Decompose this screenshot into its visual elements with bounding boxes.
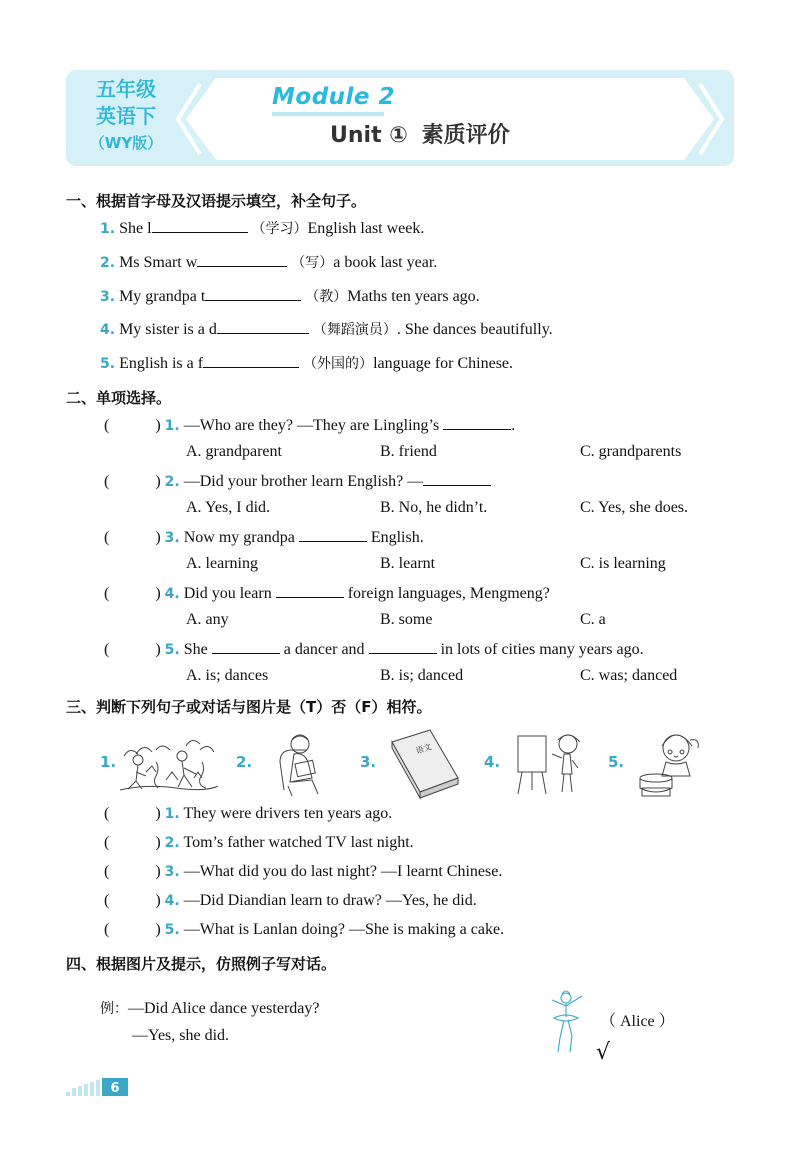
paren-close: ) — [155, 473, 161, 490]
section2-title: 二、单项选择。 — [66, 389, 172, 407]
statement-text: They were drivers ten years ago. — [183, 805, 393, 822]
paren-close: ) — [155, 529, 161, 546]
paren-open: ( — [104, 641, 110, 658]
s2-option-4b: B. some — [380, 611, 433, 628]
s2-option-3c: C. is learning — [580, 555, 666, 572]
paren-open: ( — [104, 529, 110, 546]
example-label: 例： — [100, 1001, 128, 1017]
answer-blank[interactable] — [203, 353, 299, 368]
question-text: Did you learn — [183, 585, 272, 602]
s3-item-5 — [104, 921, 504, 939]
paren-open: ( — [104, 417, 110, 434]
item-number: 5. — [100, 356, 116, 372]
edition: （WY版） — [89, 134, 163, 152]
item-number: 1. — [164, 806, 180, 822]
statement-text: —Did Diandian learn to draw? —Yes, he did. — [183, 892, 477, 909]
item-number: 3. — [164, 530, 180, 546]
item-number: 5. — [164, 642, 180, 658]
sentence-end: Maths ten years ago. — [347, 288, 480, 305]
picture-label-3: 3. — [360, 753, 377, 771]
sentence-end: a book last year. — [333, 254, 438, 271]
item-number: 4. — [100, 322, 116, 338]
s2-option-2b: B. No, he didn’t. — [380, 499, 488, 516]
sentence-start: English is a f — [119, 355, 204, 372]
paren-close: ) — [155, 417, 161, 434]
answer-blank — [276, 583, 344, 598]
sentence-start: My grandpa t — [119, 288, 206, 305]
paren-open: ( — [104, 863, 110, 880]
example-question-text: —Did Alice dance yesterday? — [128, 1000, 320, 1017]
chinese-book-illustration — [384, 728, 462, 798]
s2-option-2a: A. Yes, I did. — [186, 499, 271, 516]
s2-option-3b: B. learnt — [380, 555, 436, 572]
checkmark: √ — [596, 1040, 611, 1065]
answer-blank — [423, 471, 491, 486]
paren-close: ) — [155, 863, 161, 880]
s3-item-3 — [104, 863, 502, 881]
paren-close: ) — [155, 585, 161, 602]
answer-blank — [299, 527, 367, 542]
s1-item-4 — [100, 319, 553, 339]
man-reading-illustration — [266, 728, 330, 798]
sentence-end: . She dances beautifully. — [396, 321, 553, 338]
question-text-end: English. — [370, 529, 424, 546]
answer-blank[interactable] — [152, 218, 248, 233]
name-hint: （ Alice ） — [600, 1013, 675, 1030]
picture-label-5: 5. — [608, 753, 625, 771]
item-number: 4. — [164, 893, 180, 909]
paren-open: ( — [104, 921, 110, 938]
section4-title: 四、根据图片及提示，仿照例子写对话。 — [66, 955, 337, 973]
s1-item-5 — [100, 353, 513, 373]
paren-close: ) — [155, 892, 161, 909]
paren-open: ( — [104, 585, 110, 602]
s1-item-1 — [100, 218, 424, 238]
item-number: 1. — [100, 221, 116, 237]
ballerina-illustration — [544, 988, 596, 1060]
question-text-mid: a dancer and — [283, 641, 365, 658]
chinese-hint: （舞蹈演员） — [312, 322, 397, 338]
question-text-end: foreign languages, Mengmeng? — [347, 585, 550, 602]
item-number: 5. — [164, 922, 180, 938]
paren-open: ( — [104, 473, 110, 490]
s1-item-2 — [100, 252, 437, 272]
chinese-hint: （外国的） — [303, 356, 374, 372]
book-title: 语文 — [414, 742, 433, 756]
module-underline — [272, 112, 384, 116]
boy-drawing-illustration — [514, 728, 586, 798]
paren-open: ( — [104, 834, 110, 851]
unit-title — [330, 118, 510, 149]
picture-label-1: 1. — [100, 753, 117, 771]
section3-title: 三、判断下列句子或对话与图片是（T）否（F）相符。 — [66, 698, 432, 716]
paren-close: ) — [155, 834, 161, 851]
item-number: 1. — [164, 418, 180, 434]
unit-number: ① — [389, 123, 408, 148]
s2-option-1c: C. grandparents — [580, 443, 682, 460]
module-title: Module 2 — [272, 84, 396, 110]
unit-prefix: Unit — [330, 123, 382, 148]
item-number: 4. — [164, 586, 180, 602]
paren-open: ( — [104, 805, 110, 822]
picture-label-4: 4. — [484, 753, 501, 771]
sentence-end: English last week. — [307, 220, 425, 237]
answer-blank[interactable] — [205, 286, 301, 301]
item-number: 2. — [164, 474, 180, 490]
s2-option-5b: B. is; danced — [380, 667, 464, 684]
s2-option-4a: A. any — [186, 611, 229, 628]
s1-item-3 — [100, 286, 480, 306]
question-text: She — [183, 641, 208, 658]
question-text: Now my grandpa — [183, 529, 295, 546]
s2-option-3a: A. learning — [186, 555, 258, 572]
girl-making-cake-illustration — [636, 728, 710, 800]
s3-item-4 — [104, 892, 477, 910]
s3-item-2 — [104, 834, 414, 852]
statement-text: —What did you do last night? —I learnt Chinese. — [183, 863, 503, 880]
grade-label — [80, 76, 172, 160]
sentence-start: My sister is a d — [119, 321, 217, 338]
paren-close: ) — [155, 921, 161, 938]
s2-option-1b: B. friend — [380, 443, 437, 460]
item-number: 3. — [164, 864, 180, 880]
answer-blank — [443, 415, 511, 430]
subject: 英语下 — [96, 104, 156, 128]
question-text-end: in lots of cities many years ago. — [440, 641, 644, 658]
s2-option-2c: C. Yes, she does. — [580, 499, 689, 516]
unit-name: 素质评价 — [421, 123, 510, 148]
chinese-hint: （教） — [305, 289, 348, 305]
statement-text: Tom’s father watched TV last night. — [183, 834, 414, 851]
sentence-start: She l — [119, 220, 152, 237]
picture-label-2: 2. — [236, 753, 253, 771]
s2-question-1 — [104, 415, 515, 435]
paren-close: ) — [155, 641, 161, 658]
chinese-hint: （写） — [291, 255, 334, 271]
s2-option-1a: A. grandparent — [186, 443, 282, 460]
s2-question-4 — [104, 583, 550, 603]
question-text-end: . — [511, 417, 516, 434]
answer-blank — [212, 639, 280, 654]
item-number: 3. — [100, 289, 116, 305]
grade: 五年级 — [96, 77, 156, 101]
sentence-end: language for Chinese. — [373, 355, 514, 372]
s2-question-5 — [104, 639, 644, 659]
s2-question-3 — [104, 527, 424, 547]
s2-option-5c: C. was; danced — [580, 667, 678, 684]
chinese-hint: （学习） — [251, 221, 308, 237]
question-text: —Who are they? —They are Lingling’s — [183, 417, 440, 434]
page-number-badge — [66, 1076, 130, 1098]
answer-blank[interactable] — [197, 252, 287, 267]
answer-blank — [369, 639, 437, 654]
statement-text: —What is Lanlan doing? —She is making a cake. — [183, 921, 505, 938]
example-question — [100, 998, 319, 1018]
item-number: 2. — [164, 835, 180, 851]
page-number: 6 — [110, 1081, 120, 1096]
s2-option-4c: C. a — [580, 611, 606, 628]
example-answer: —Yes, she did. — [132, 1027, 230, 1044]
paren-close: ) — [155, 805, 161, 822]
paren-open: ( — [104, 892, 110, 909]
people-planting-illustration — [116, 732, 220, 796]
item-number: 2. — [100, 255, 116, 271]
s3-item-1 — [104, 805, 392, 823]
s2-option-5a: A. is; dances — [186, 667, 269, 684]
section1-title: 一、根据首字母及汉语提示填空，补全句子。 — [66, 192, 367, 210]
answer-blank[interactable] — [217, 319, 309, 334]
question-text: —Did your brother learn English? — — [183, 473, 424, 490]
s2-question-2 — [104, 471, 491, 491]
sentence-start: Ms Smart w — [119, 254, 198, 271]
